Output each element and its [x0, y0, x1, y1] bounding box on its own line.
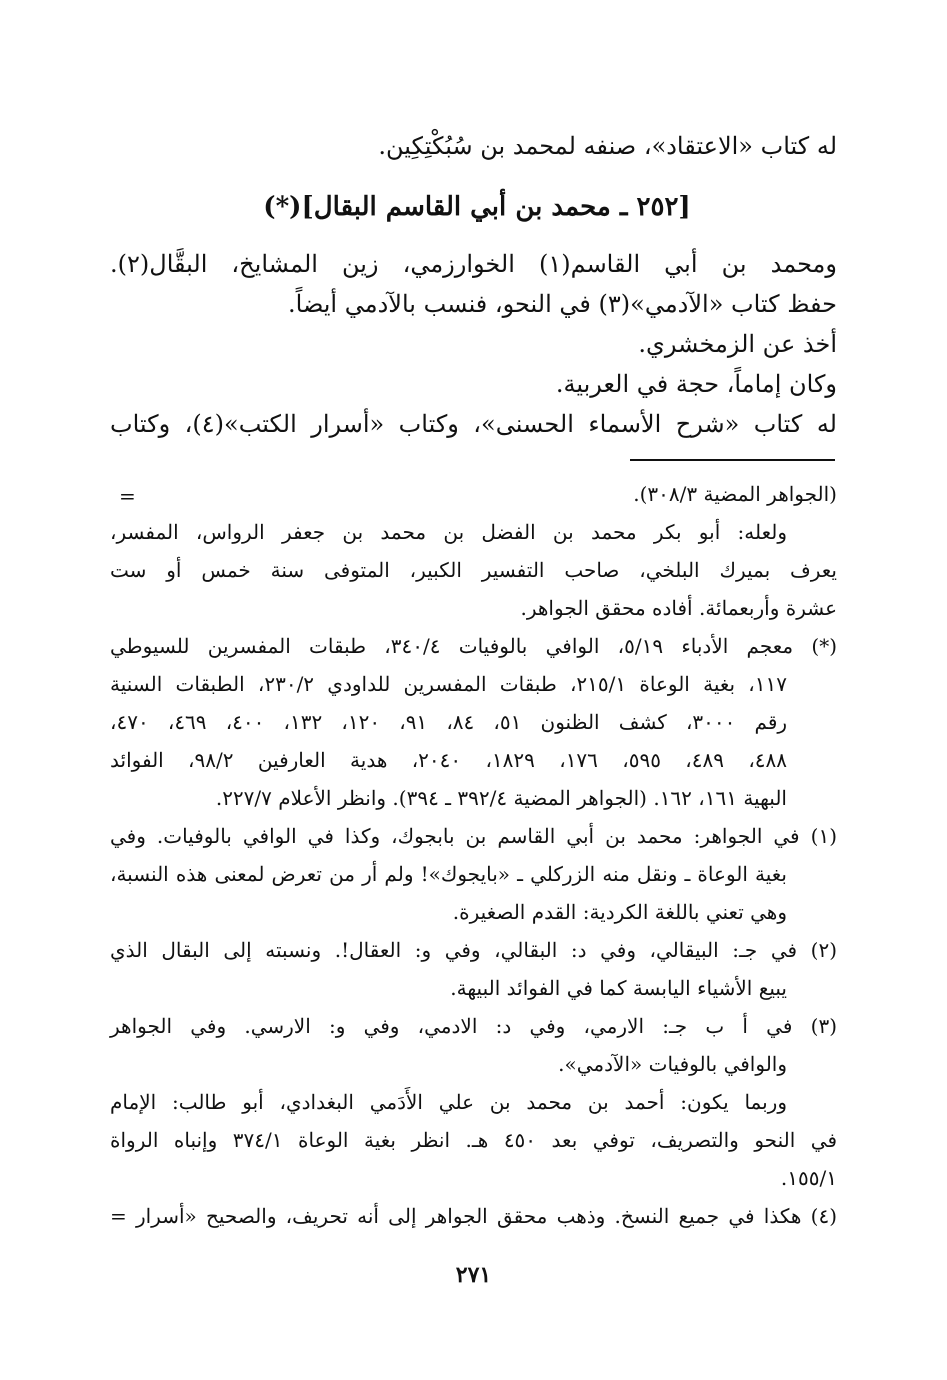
footnote-line: في النحو والتصريف، توفي بعد ٤٥٠ هـ. انظر بغية الوعاة ٣٧٤/١ وإنباه الرواة [110, 1128, 838, 1152]
footnote-line: يبيع الأشياء اليابسة كما في الفوائد البيهة. [450, 976, 787, 1000]
footnote-line: رقم ٣٠٠٠، كشف الظنون ٥١، ٨٤، ٩١، ١٢٠، ١٣٢، ٤٠٠، ٤٦٩، ٤٧٠، [110, 710, 788, 734]
body-line: وكان إماماً، حجة في العربية. [555, 370, 837, 398]
body-line: أخذ عن الزمخشري. [638, 330, 837, 358]
continuation-marker: = [119, 484, 136, 508]
footnote-4: (٤) هكذا في جميع النسخ. وذهب محقق الجواهر إلى أنه تحريف، والصحيح «أسرار = [110, 1204, 837, 1228]
footnote-line: بغية الوعاة ـ ونقل منه الزركلي ـ «بايجوك»! ولم أر من تعرض لمعنى هذه النسبة، [110, 862, 787, 886]
footnote-line: البهية ١٦١، ١٦٢. (الجواهر المضية ٣٩٢/٤ ـ ٣٩٤). وانظر الأعلام ٢٢٧/٧. [215, 786, 787, 810]
footnote-line: (الجواهر المضية ٣٠٨/٣). [633, 482, 837, 506]
footnote-1: (١) في الجواهر: محمد بن أبي القاسم بن بابجوك، وكذا في الوافي بالوفيات. وفي [110, 824, 837, 848]
body-line: ومحمد بن أبي القاسم(١) الخوارزمي، زين المشايخ، البقَّال(٢). [110, 250, 838, 278]
intro-line: له كتاب «الاعتقاد»، صنفه لمحمد بن سُبُكْتِكِين. [378, 132, 837, 160]
footnote-line: ١١٧، بغية الوعاة ٢١٥/١، طبقات المفسرين للداودي ٢٣٠/٢، الطبقات السنية [110, 672, 787, 696]
body-line: له كتاب «شرح الأسماء الحسنى»، وكتاب «أسرار الكتب»(٤)، وكتاب [110, 410, 837, 438]
footnote-separator [630, 459, 835, 461]
footnote-line: عشرة وأربعمائة. أفاده محقق الجواهر. [520, 596, 837, 620]
footnote-line: ولعله: أبو بكر محمد بن الفضل بن محمد بن جعفر الرواس، المفسر، [110, 520, 788, 544]
footnote-star: (*) معجم الأدباء ٥/١٩، الوافي بالوفيات ٣٤٠/٤، طبقات المفسرين للسيوطي [110, 634, 837, 658]
footnote-line: ١٥٥/١. [780, 1166, 837, 1190]
footnote-line: ٤٨٨، ٤٨٩، ٥٩٥، ١٧٦، ١٨٢٩، ٢٠٤٠، هدية العارفين ٩٨/٢، الفوائد [110, 748, 788, 772]
footnote-line: وهي تعني باللغة الكردية: القدم الصغيرة. [452, 900, 787, 924]
entry-title: [٢٥٢ ـ محمد بن أبي القاسم البقال](*) [263, 192, 691, 222]
footnote-2: (٢) في جـ: البيقالي، وفي د: البقالي، وفي و: العقال!. ونسبته إلى البقال الذي [110, 938, 837, 962]
body-line: حفظ كتاب «الآدمي»(٣) في النحو، فنسب بالآدمي أيضاً. [288, 290, 837, 318]
footnote-line: والوافي بالوفيات «الآدمي». [558, 1052, 787, 1076]
footnote-3: (٣) في أ ب جـ: الارمي، وفي د: الادمي، وفي و: الارسي. وفي الجواهر [110, 1014, 837, 1038]
footnote-line: يعرف بميرك البلخي، صاحب التفسير الكبير، المتوفى سنة خمس أو ست [110, 558, 837, 582]
page-number: ٢٧١ [455, 1262, 492, 1288]
footnote-line: وربما يكون: أحمد بن محمد بن علي الأَدَمي البغدادي، أبو طالب: الإمام [110, 1090, 787, 1114]
